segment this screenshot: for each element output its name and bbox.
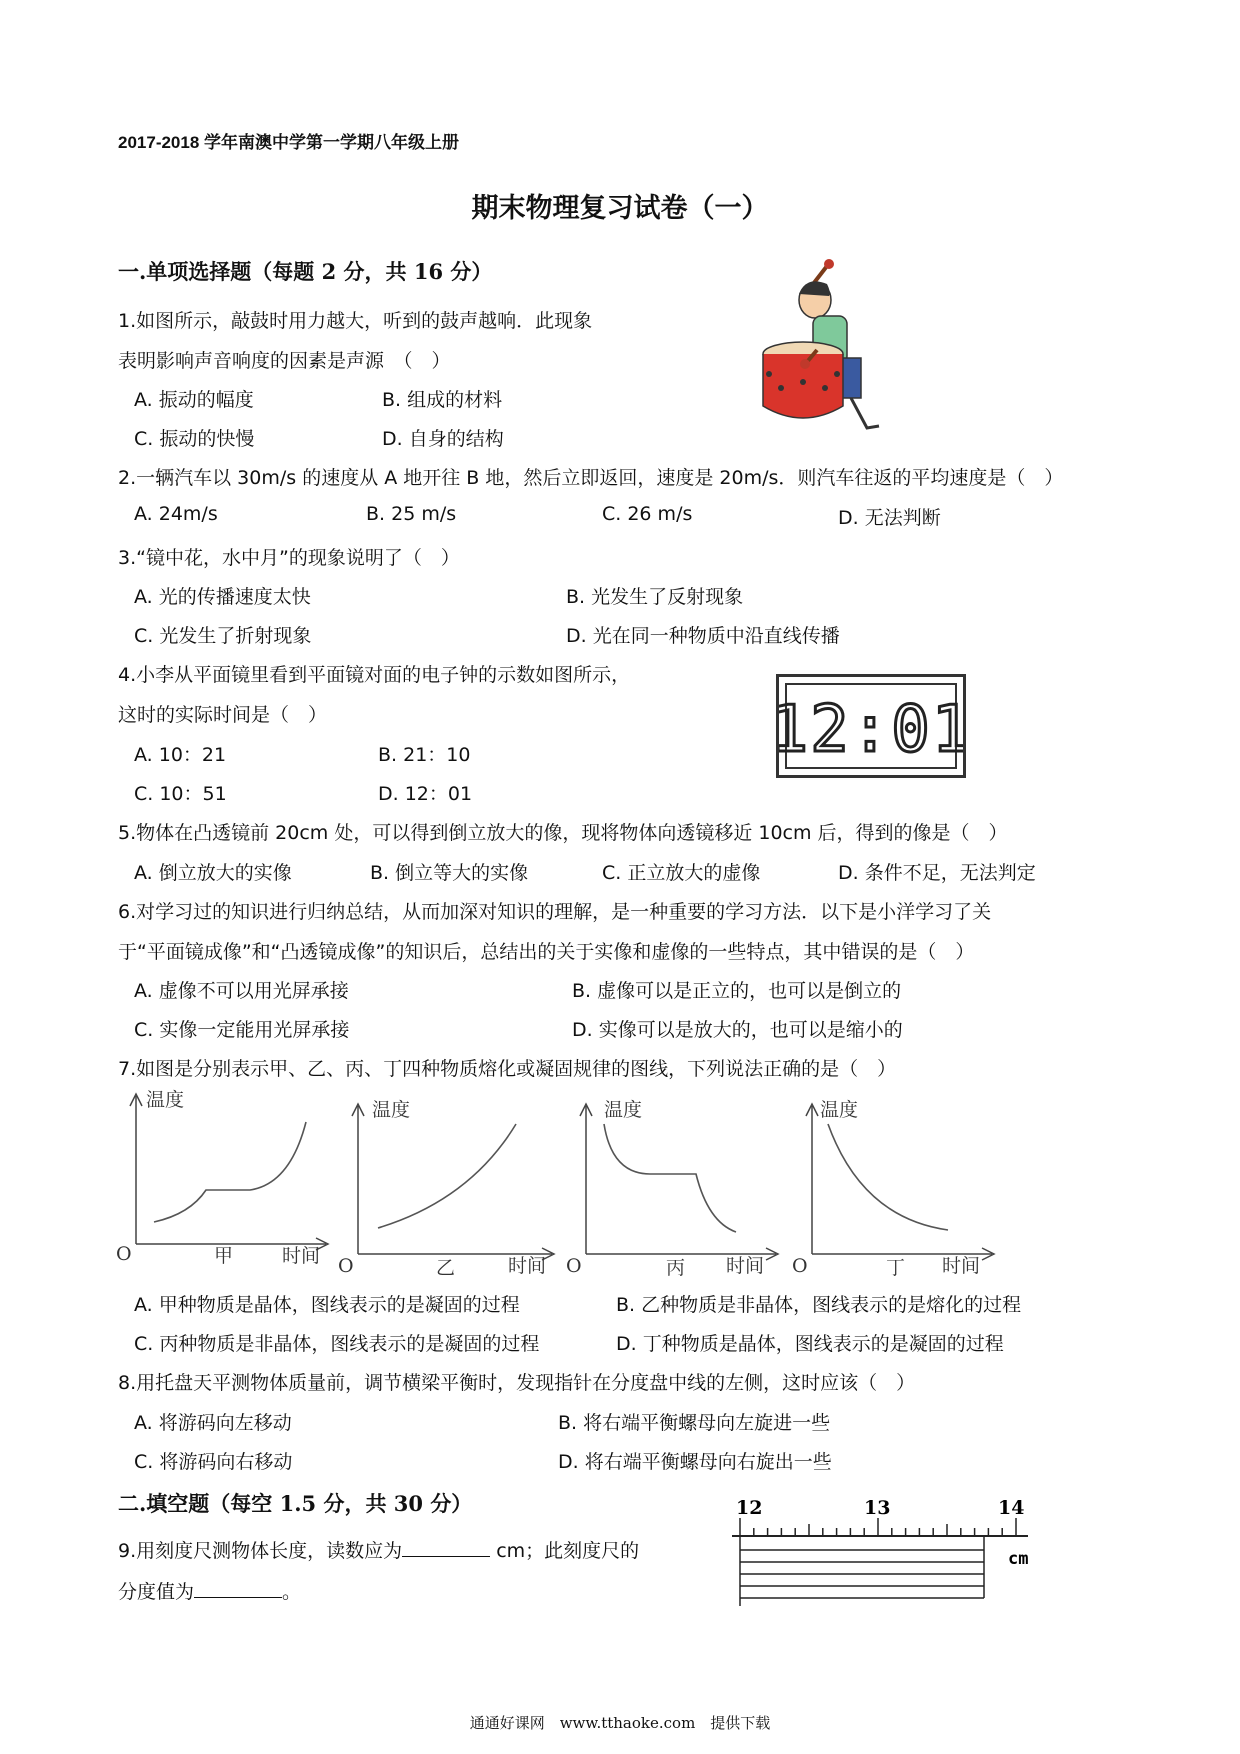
- digital-clock: [776, 674, 966, 778]
- q9-text-d: 。: [282, 1581, 302, 1603]
- q7-option-a: A. 甲种物质是晶体，图线表示的是凝固的过程: [134, 1294, 520, 1316]
- clock-digits: [779, 677, 963, 775]
- q6-option-c: C. 实像一定能用光屏承接: [134, 1019, 350, 1041]
- question-7: 7.如图是分别表示甲、乙、丙、丁四种物质熔化或凝固规律的图线，下列说法正确的是（ ）: [118, 1058, 897, 1080]
- graph-jia-x-label: 时间: [282, 1245, 321, 1267]
- graph-jia-name: 甲: [214, 1245, 234, 1267]
- q1-option-b: B. 组成的材料: [382, 389, 503, 411]
- ruler-label-13: 13: [864, 1497, 891, 1519]
- graph-bing-name: 丙: [666, 1257, 686, 1279]
- clock-reading: 12:01: [779, 693, 963, 767]
- graph-bing-y-label: 温度: [604, 1099, 643, 1121]
- q6-option-d: D. 实像可以是放大的，也可以是缩小的: [572, 1019, 903, 1041]
- question-1-line-2: 表明影响声音响度的因素是声源 （ ）: [118, 350, 451, 372]
- q8-option-c: C. 将游码向右移动: [134, 1451, 293, 1473]
- q3-option-c: C. 光发生了折射现象: [134, 625, 312, 647]
- q2-option-d: D. 无法判断: [838, 507, 941, 529]
- page-title: 期末物理复习试卷（一）: [471, 193, 769, 224]
- q9-answer-blank-1[interactable]: [402, 1538, 490, 1557]
- question-9-line-1: [118, 1536, 639, 1563]
- question-4-line-1: 4.小李从平面镜里看到平面镜对面的电子钟的示数如图所示，: [118, 664, 631, 686]
- q2-option-a: A. 24m/s: [134, 503, 218, 525]
- q8-option-d: D. 将右端平衡螺母向右旋出一些: [558, 1451, 832, 1473]
- graph-ding-name: 丁: [886, 1257, 906, 1279]
- graph-yi-name: 乙: [436, 1257, 456, 1279]
- graph-yi-y-label: 温度: [372, 1099, 411, 1121]
- question-2: 2.一辆汽车以 30m/s 的速度从 A 地开往 B 地，然后立即返回，速度是 20m/s．则汽车往返的平均速度是（ ）: [118, 467, 1064, 489]
- graph-jia-y-label: 温度: [146, 1089, 185, 1111]
- page-footer: 通通好课网 www.tthaoke.com 提供下载: [469, 1714, 771, 1732]
- graph-ding-origin: O: [792, 1255, 808, 1277]
- graph-ding: [792, 1099, 994, 1279]
- section-heading-fill: 二.填空题（每空 1.5 分，共 30 分）: [118, 1491, 473, 1516]
- graph-ding-x-label: 时间: [942, 1255, 981, 1277]
- question-4-line-2: 这时的实际时间是（ ）: [118, 704, 328, 726]
- graph-yi-origin: O: [338, 1255, 354, 1277]
- graph-bing-x-label: 时间: [726, 1255, 765, 1277]
- q4-option-b: B. 21：10: [378, 744, 471, 766]
- question-8: 8.用托盘天平测物体质量前，调节横梁平衡时，发现指针在分度盘中线的左侧，这时应该（ ）: [118, 1372, 916, 1394]
- temperature-graphs: [110, 1082, 1010, 1282]
- graph-bing: [566, 1099, 778, 1279]
- graph-jia-origin: O: [116, 1243, 132, 1265]
- q4-option-a: A. 10：21: [134, 744, 227, 766]
- ruler-figure: [726, 1494, 1036, 1616]
- graph-bing-origin: O: [566, 1255, 582, 1277]
- question-6-line-1: 6.对学习过的知识进行归纳总结，从而加深对知识的理解，是一种重要的学习方法．以下是小洋学习了关: [118, 901, 992, 923]
- graph-jia: [116, 1089, 328, 1267]
- q8-option-b: B. 将右端平衡螺母向左旋进一些: [558, 1412, 831, 1434]
- q4-option-c: C. 10：51: [134, 783, 227, 805]
- section-heading-choice: 一.单项选择题（每题 2 分，共 16 分）: [118, 259, 493, 284]
- q5-option-c: C. 正立放大的虚像: [602, 862, 761, 884]
- question-3: 3.“镜中花，水中月”的现象说明了（ ）: [118, 547, 460, 569]
- q9-text-b: cm；此刻度尺的: [496, 1540, 640, 1562]
- q5-option-a: A. 倒立放大的实像: [134, 862, 292, 884]
- q6-option-a: A. 虚像不可以用光屏承接: [134, 980, 349, 1002]
- graph-yi: [338, 1099, 554, 1279]
- q6-option-b: B. 虚像可以是正立的，也可以是倒立的: [572, 980, 902, 1002]
- ruler-ticks: [740, 1518, 1016, 1536]
- question-1-line-1: 1.如图所示，敲鼓时用力越大，听到的鼓声越响．此现象: [118, 310, 593, 332]
- ruler-unit: cm: [1008, 1549, 1029, 1569]
- ruler-label-12: 12: [736, 1497, 763, 1519]
- ruler-label-14: 14: [998, 1497, 1025, 1519]
- q2-option-c: C. 26 m/s: [602, 503, 693, 525]
- question-6-line-2: 于“平面镜成像”和“凸透镜成像”的知识后，总结出的关于实像和虚像的一些特点，其中错误的是（ ）: [118, 941, 975, 963]
- q1-option-c: C. 振动的快慢: [134, 428, 255, 450]
- q7-option-d: D. 丁种物质是晶体，图线表示的是凝固的过程: [616, 1333, 1004, 1355]
- q7-option-b: B. 乙种物质是非晶体，图线表示的是熔化的过程: [616, 1294, 1022, 1316]
- q5-option-d: D. 条件不足，无法判定: [838, 862, 1036, 884]
- q2-option-b: B. 25 m/s: [366, 503, 457, 525]
- q5-option-b: B. 倒立等大的实像: [370, 862, 529, 884]
- q3-option-a: A. 光的传播速度太快: [134, 586, 311, 608]
- q7-option-c: C. 丙种物质是非晶体，图线表示的是凝固的过程: [134, 1333, 540, 1355]
- q3-option-d: D. 光在同一种物质中沿直线传播: [566, 625, 840, 647]
- drummer-illustration: [755, 258, 890, 436]
- q9-text-a: 9.用刻度尺测物体长度，读数应为: [118, 1540, 403, 1562]
- question-5: 5.物体在凸透镜前 20cm 处，可以得到倒立放大的像，现将物体向透镜移近 10cm 后，得到的像是（ ）: [118, 822, 1008, 844]
- q8-option-a: A. 将游码向左移动: [134, 1412, 292, 1434]
- graph-ding-y-label: 温度: [820, 1099, 859, 1121]
- q1-option-d: D. 自身的结构: [382, 428, 504, 450]
- graph-yi-x-label: 时间: [508, 1255, 547, 1277]
- q3-option-b: B. 光发生了反射现象: [566, 586, 744, 608]
- q1-option-a: A. 振动的幅度: [134, 389, 254, 411]
- q9-answer-blank-2[interactable]: [194, 1579, 282, 1598]
- exam-header: 2017-2018 学年南澳中学第一学期八年级上册: [118, 133, 460, 152]
- q9-text-c: 分度值为: [118, 1581, 195, 1603]
- q4-option-d: D. 12：01: [378, 783, 473, 805]
- question-9-line-2: [118, 1577, 301, 1604]
